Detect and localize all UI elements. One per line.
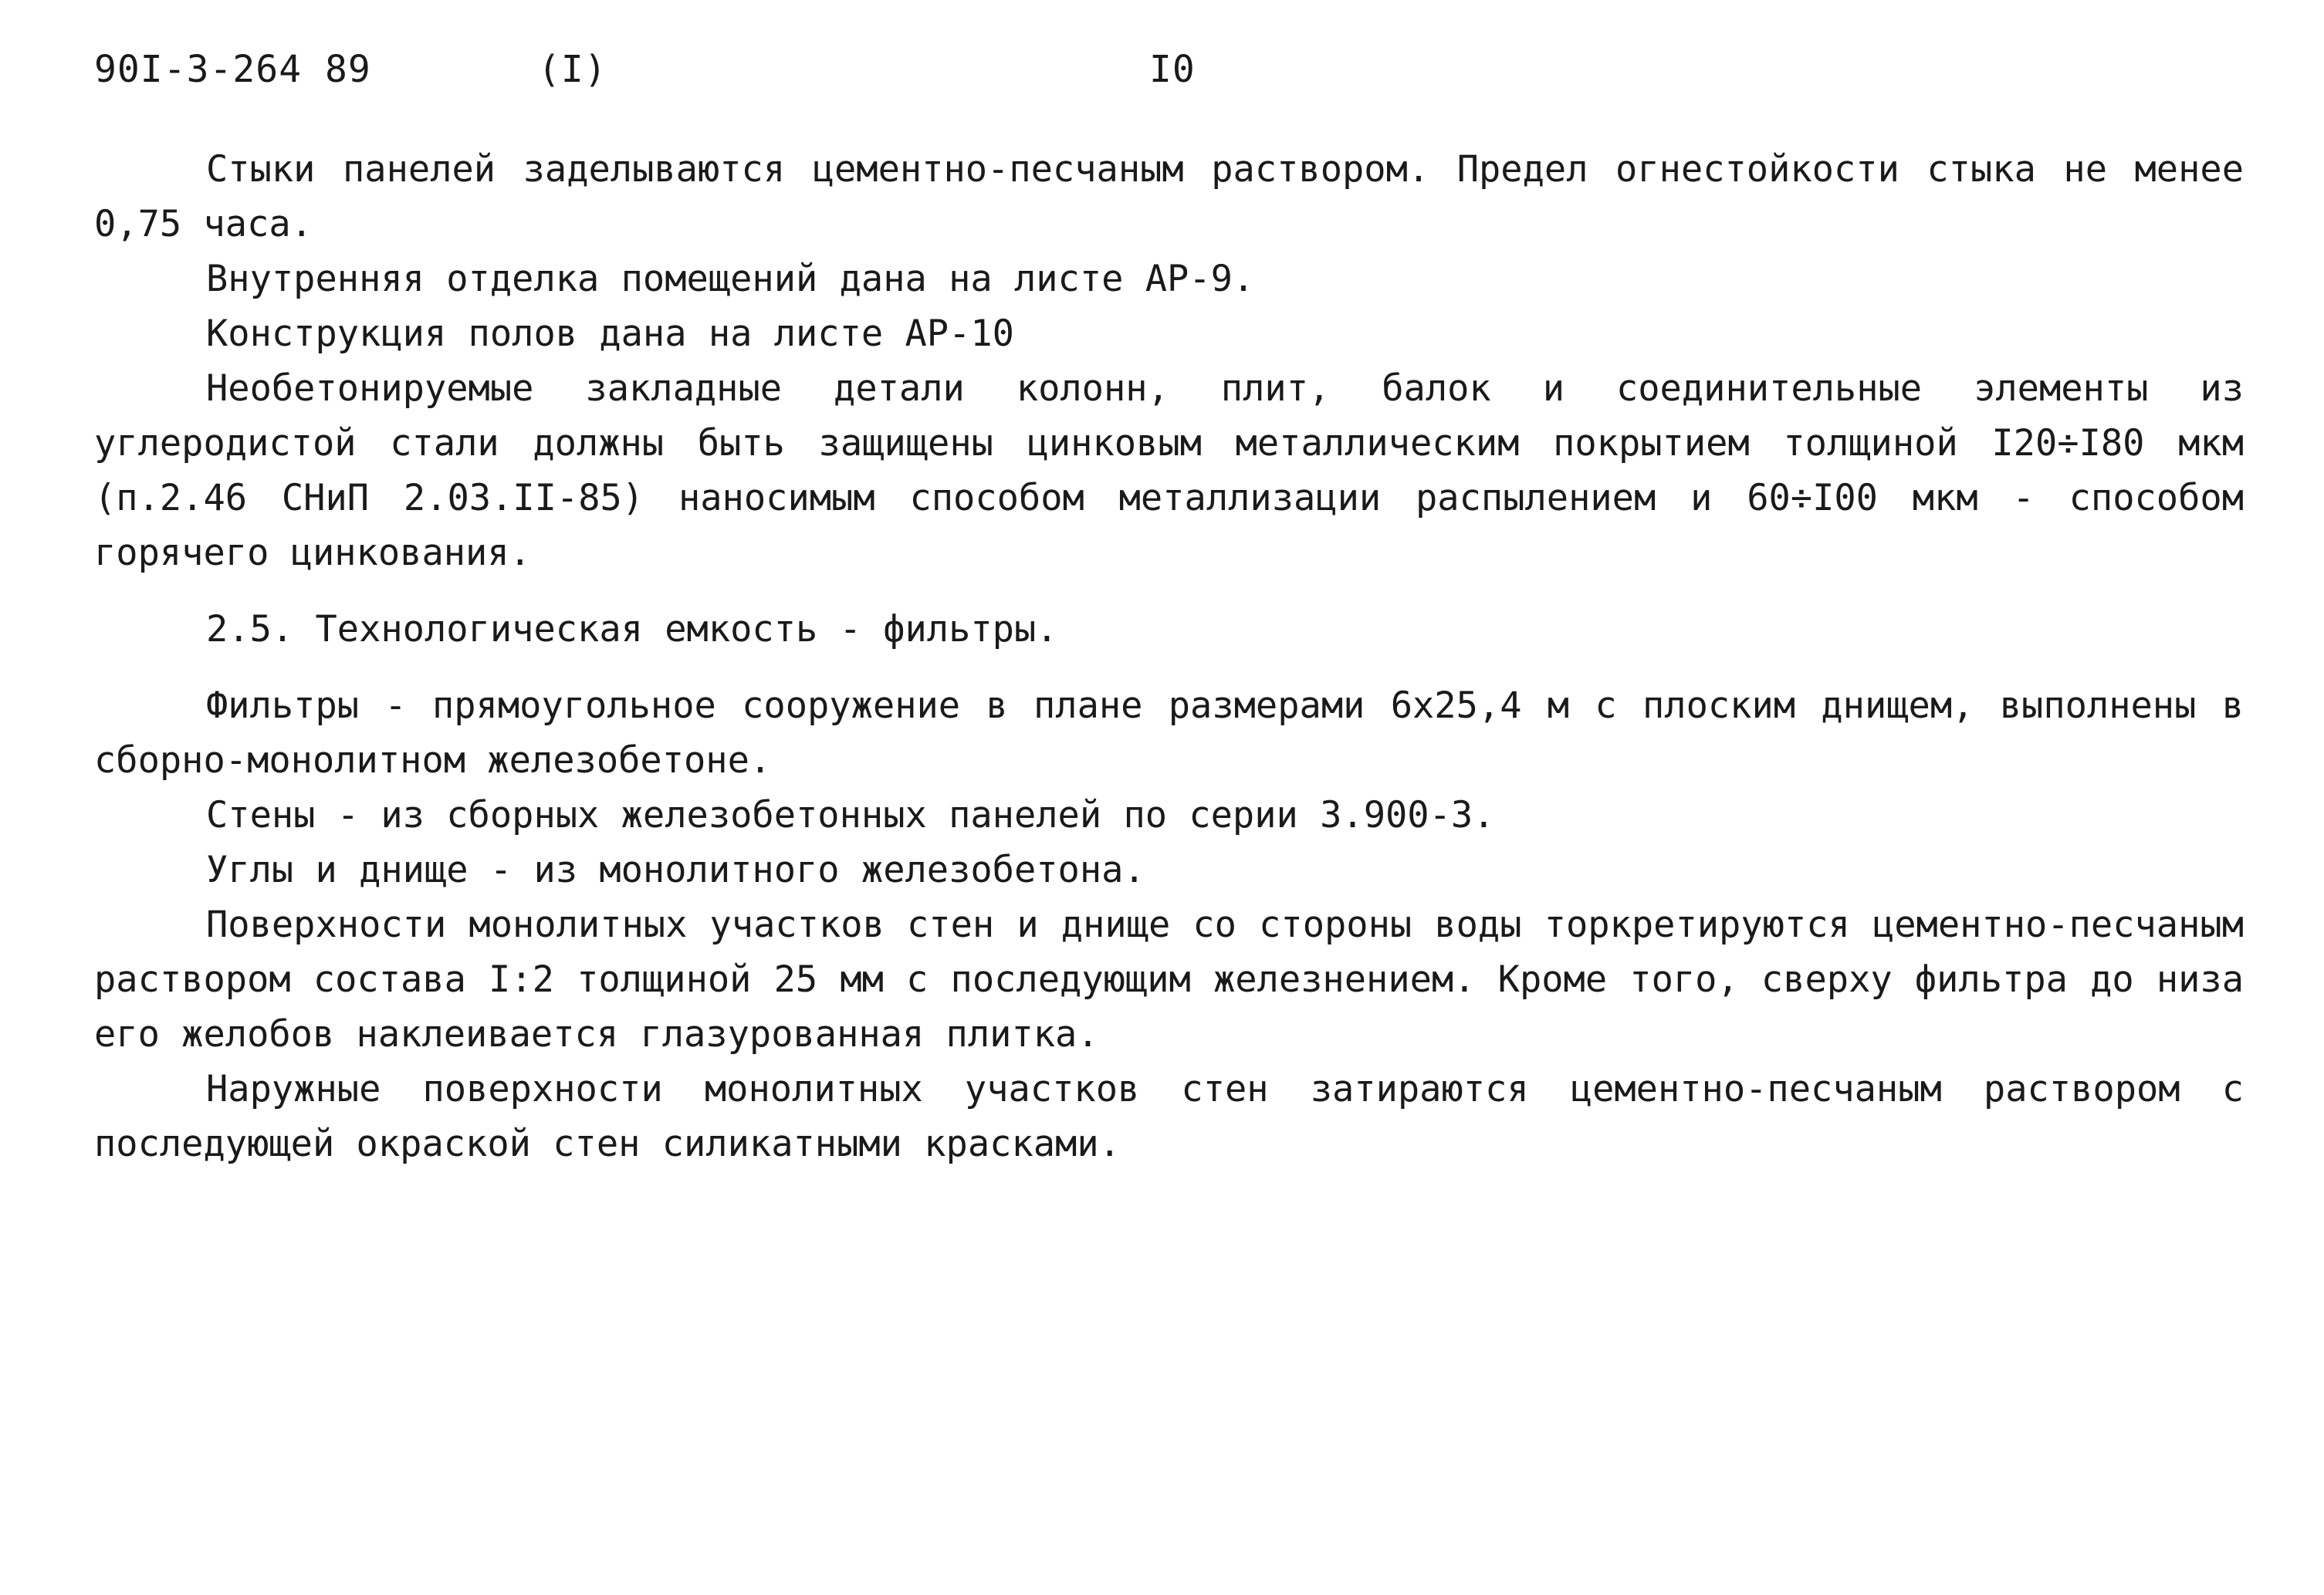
page-number: I0 xyxy=(1149,48,1196,91)
paragraph-filters-description: Фильтры - прямоугольное сооружение в плане размерами 6х25,4 м с плоским днищем, выполнены в сборно-монолитном железобетоне. xyxy=(94,684,2244,782)
paragraph-joints: Стыки панелей заделываются цементно-песчаным раствором. Предел огнестойкости стыка не менее 0,75 часа. xyxy=(94,148,2244,245)
body-text xyxy=(94,142,2244,1171)
sheet-mark: (I) xyxy=(538,48,607,91)
page-header xyxy=(94,48,2255,110)
paragraph-corners-bottom: Углы и днище - из монолитного железобетона. xyxy=(206,849,1145,891)
paragraph-walls: Стены - из сборных железобетонных панелей по серии 3.900-3. xyxy=(206,794,1495,836)
paragraph-embedded-parts: Необетонируемые закладные детали колонн, плит, балок и соединительные элементы из углеродистой стали должны быть защищены цинковым металлическим покрытием толщиной I20÷I80 мкм (п.2.46 СНиП 2.03.II-85) наносимым способом металлизации распылением и 60÷I00 мкм - способом горячего цинкования. xyxy=(94,367,2244,574)
paragraph-surface-treatment: Поверхности монолитных участков стен и днище со стороны воды торкретируются цементно-песчаным раствором состава I:2 толщиной 25 мм с последующим железнением. Кроме того, сверху фильтра до низа его желобов наклеивается глазурованная плитка. xyxy=(94,904,2244,1056)
section-heading-filters: 2.5. Технологическая емкость - фильтры. xyxy=(206,608,1058,651)
paragraph-exterior-surfaces: Наружные поверхности монолитных участков стен затираются цементно-песчаным раствором с последующей окраской стен силикатными красками. xyxy=(94,1068,2244,1165)
paragraph-floor-construction: Конструкция полов дана на листе АР-10 xyxy=(206,313,1014,355)
document-code: 90I-3-264 89 xyxy=(94,48,371,91)
paragraph-interior-finish: Внутренняя отделка помещений дана на листе АР-9. xyxy=(206,258,1255,300)
